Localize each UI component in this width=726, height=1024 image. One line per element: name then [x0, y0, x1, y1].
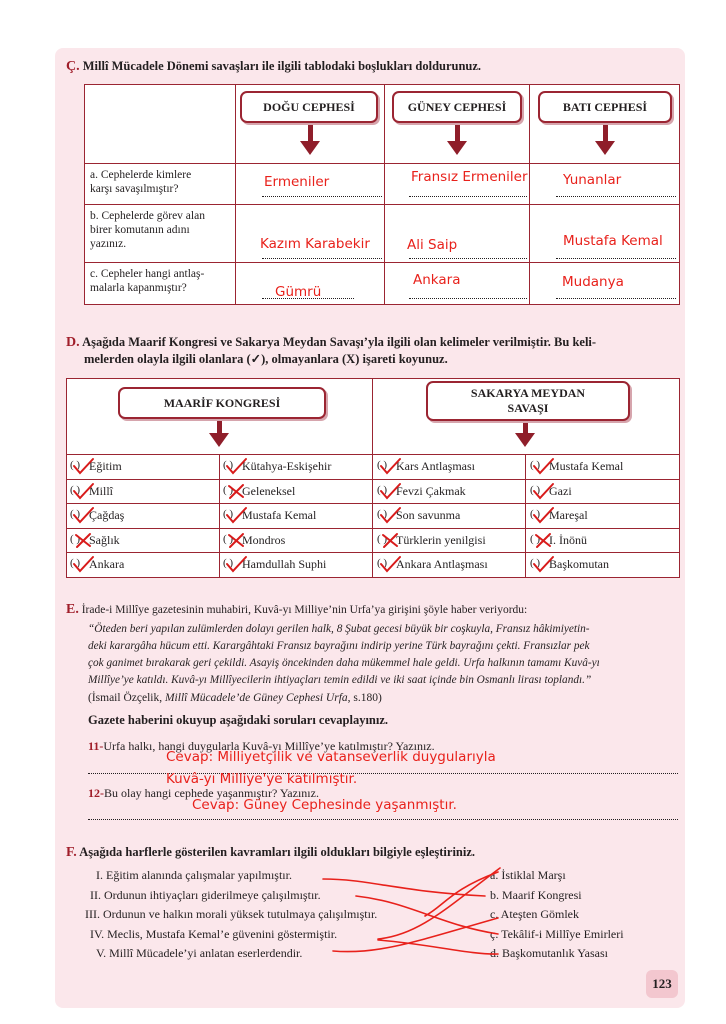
word-item: Geleneksel — [242, 483, 296, 498]
answer-parentheses[interactable]: ( ) — [70, 508, 81, 521]
answer-parentheses[interactable]: ( ) — [377, 532, 388, 545]
matching-right-item: c. Ateşten Gömlek — [490, 907, 579, 921]
answer-parentheses[interactable]: ( ) — [70, 532, 81, 545]
word-item: Gazi — [549, 483, 572, 498]
matching-right-item: b. Maarif Kongresi — [490, 887, 582, 902]
answer-bati-commander: Mustafa Kemal — [563, 233, 663, 249]
answer-parentheses[interactable]: ( ) — [530, 483, 541, 496]
answer-11-line2: Kuvâ-yı Milliye'ye katılmıştır. — [166, 771, 358, 787]
answer-parentheses[interactable]: ( ) — [223, 532, 234, 545]
question-12: 12-Bu olay hangi cephede yaşanmıştır? Yazınız. — [88, 786, 319, 800]
match-line-i-b — [323, 879, 485, 896]
answer-guney-enemy: Fransız Ermeniler — [411, 169, 528, 185]
match-line-v-c — [333, 918, 498, 952]
answer-parentheses[interactable]: ( ) — [377, 557, 388, 570]
word-item: Başkomutan — [549, 557, 609, 572]
answer-parentheses[interactable]: ( ) — [223, 508, 234, 521]
word-item: Mustafa Kemal — [549, 459, 624, 473]
match-line-iv-d — [378, 940, 498, 954]
answer-bati-enemy: Yunanlar — [563, 172, 622, 188]
answer-parentheses[interactable]: ( ) — [223, 557, 234, 570]
answer-parentheses[interactable]: ( ) — [530, 508, 541, 521]
answer-parentheses[interactable]: ( ) — [377, 508, 388, 521]
answer-parentheses[interactable]: ( ) — [70, 557, 81, 570]
matching-left-item: V. Millî Mücadele’yi anlatan eserlerdendir. — [96, 946, 303, 960]
word-item: Çağdaş — [89, 508, 125, 523]
answer-parentheses[interactable]: ( ) — [530, 532, 541, 545]
section-c-letter: Ç. — [66, 59, 80, 74]
section-e-source: (İsmail Özçelik, Millî Mücadele’de Güney Cephesi Urfa, s.180) — [88, 692, 382, 704]
section-f-title: F. Aşağıda harflerle gösterilen kavramları ilgili oldukları bilgiyle eşleştiriniz. — [66, 845, 476, 860]
answer-dogu-enemy: Ermeniler — [264, 174, 330, 190]
word-item: I. İnönü — [549, 532, 587, 547]
header-maarif-kongresi: MAARİF KONGRESİ — [118, 387, 326, 419]
matching-left-item: IV. Meclis, Mustafa Kemal’e güvenini göstermiştir. — [90, 926, 338, 941]
answer-guney-commander: Ali Saip — [407, 237, 458, 253]
matching-right-item: a. İstiklal Marşı — [490, 868, 566, 882]
word-item: Kütahya-Eskişehir — [242, 459, 332, 473]
word-item: Son savunma — [396, 508, 461, 523]
header-sakarya-meydan-savasi: SAKARYA MEYDAN SAVAŞI — [426, 381, 630, 421]
answer-parentheses[interactable]: ( ) — [223, 483, 234, 496]
answer-parentheses[interactable]: ( ) — [223, 459, 234, 471]
header-guney-cephesi: GÜNEY CEPHESİ — [392, 91, 522, 123]
answer-bati-treaty: Mudanya — [562, 274, 624, 290]
page-number: 123 — [646, 970, 678, 998]
matching-left-item: II. Ordunun ihtiyaçları giderilmeye çalışılmıştır. — [90, 887, 321, 902]
word-item: Fevzi Çakmak — [396, 483, 466, 498]
answer-12: Cevap: Güney Cephesinde yaşanmıştır. — [192, 797, 457, 813]
matching-right-item: ç. Tekâlif-i Millîye Emirleri — [490, 926, 624, 941]
answer-parentheses[interactable]: ( ) — [70, 483, 81, 496]
word-item: Sağlık — [89, 532, 120, 547]
section-e-intro: E. İrade-i Millîye gazetesinin muhabiri, Kuvâ-yı Milliye’nin Urfa’ya girişini şöyle haber veriyordu: — [66, 602, 528, 617]
word-item: Kars Antlaşması — [396, 459, 475, 473]
word-item: Ankara Antlaşması — [396, 557, 488, 572]
header-dogu-cephesi: DOĞU CEPHESİ — [240, 91, 378, 123]
word-item: Mareşal — [549, 508, 588, 523]
matching-left-item: I. Eğitim alanında çalışmalar yapılmıştır. — [96, 868, 292, 882]
word-item: Türklerin yenilgisi — [396, 532, 486, 547]
answer-parentheses[interactable]: ( ) — [377, 459, 388, 471]
answer-parentheses[interactable]: ( ) — [377, 483, 388, 496]
word-item: Hamdullah Suphi — [242, 557, 327, 572]
answer-parentheses[interactable]: ( ) — [70, 459, 81, 471]
matching-right-item: d. Başkomutanlık Yasası — [490, 946, 609, 960]
answer-11-line1: Cevap: Milliyetçilik ve vatanseverlik duygularıyla — [166, 749, 496, 765]
answer-guney-treaty: Ankara — [413, 272, 461, 288]
section-e-quote: “Öteden beri yapılan zulümlerden dolayı gerilen halk, 8 Şubat gecesi büyük bir coşkuyla, Fransız hâkimiyetin- deki karargâha hücum etti. Karargâhtaki Fransız bayrağını indirip yerine Türk bayrağını çekti. Fransızlar pek çok ganimet bırakarak geri çekildi. Asayiş öncekinden daha mükemmel hale geldi. Urfa halkının tamamı Kuvâ-yı Millîye’ye katıldı. Kuvâ-yı Millîyecilerin ihtiyaçları temin edildi ve iki saat içinde bin Osmanlı lirası toplandı.” — [88, 623, 600, 686]
header-bati-cephesi: BATI CEPHESİ — [538, 91, 672, 123]
word-item: Millî — [89, 483, 114, 498]
answer-dogu-commander: Kazım Karabekir — [260, 236, 370, 252]
answer-parentheses[interactable]: ( ) — [530, 459, 541, 471]
matching-left-item: III. Ordunun ve halkın morali yüksek tutulmaya çalışılmıştır. — [85, 907, 378, 921]
section-d-title: D. Aşağıda Maarif Kongresi ve Sakarya Meydan Savaşı’yla ilgili olan kelimeler verilmiştir. Bu keli- melerden olayla ilgili olanlara (✓), olmayanlara (X) işareti koyunuz. — [66, 335, 597, 366]
answer-dogu-treaty: Gümrü — [275, 284, 322, 300]
answer-parentheses[interactable]: ( ) — [530, 557, 541, 570]
word-item: Mondros — [242, 532, 286, 547]
word-item: Ankara — [89, 557, 125, 572]
section-e-instruction: Gazete haberini okuyup aşağıdaki soruları cevaplayınız. — [88, 713, 389, 727]
row-b-question: b. Cephelerde görev alan birer komutanın adını yazınız. — [85, 205, 236, 263]
question-11: 11-Urfa halkı, hangi duygularla Kuvâ-yı Millîye’ye katılmıştır? Yazınız. — [88, 739, 435, 753]
row-a-question: a. Cephelerde kimlere karşı savaşılmıştır? — [85, 164, 236, 205]
row-c-question: c. Cepheler hangi antlaş- malarla kapanmıştır? — [85, 263, 236, 305]
word-item: Mustafa Kemal — [242, 508, 317, 523]
word-item: Eğitim — [89, 459, 122, 473]
section-c-title-text: Millî Mücadele Dönemi savaşları ile ilgili tablodaki boşlukları doldurunuz. — [82, 59, 482, 73]
